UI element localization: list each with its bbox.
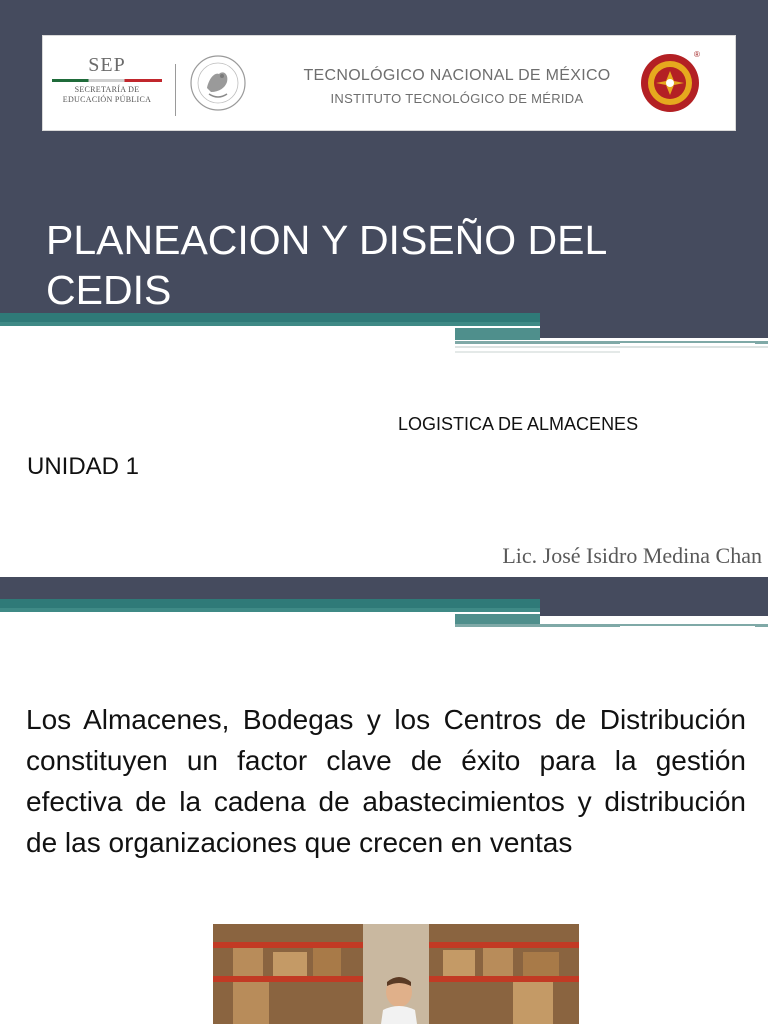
mexican-coat-of-arms-icon <box>189 54 247 112</box>
slide1-accent-stripes <box>0 310 768 360</box>
slide2-accent-stripes <box>0 596 768 636</box>
sep-logo-sub2: EDUCACIÓN PÚBLICA <box>62 95 152 104</box>
unit-label: UNIDAD 1 <box>27 453 140 480</box>
logo-divider <box>175 64 176 116</box>
tecnm-name: TECNOLÓGICO NACIONAL DE MÉXICO <box>303 67 611 84</box>
warehouse-photo <box>213 924 579 1024</box>
slide-title-line1: PLANEACION Y DISEÑO DEL <box>46 217 608 263</box>
sep-logo-rule <box>52 79 162 82</box>
itm-emblem-icon <box>639 52 701 114</box>
sep-logo-word: SEP <box>88 54 126 76</box>
slide-title-line2: CEDIS <box>46 267 172 313</box>
slide2-body-text: Los Almacenes, Bodegas y los Centros de Distribución constituyen un factor clave de éxito para la gestión efectiva de la cadena de abastecimientos y distribución de las organizaciones que crecen en ventas <box>26 704 746 858</box>
author-name: Lic. José Isidro Medina Chan <box>502 543 762 568</box>
itm-name: INSTITUTO TECNOLÓGICO DE MÉRIDA <box>330 91 584 106</box>
registered-mark: ® <box>694 50 700 59</box>
sep-logo-sub1: SECRETARÍA DE <box>74 85 140 94</box>
slide-title <box>46 215 736 315</box>
sep-logo <box>47 54 167 105</box>
course-subtitle: LOGISTICA DE ALMACENES <box>398 414 639 434</box>
logo-banner <box>42 35 736 131</box>
